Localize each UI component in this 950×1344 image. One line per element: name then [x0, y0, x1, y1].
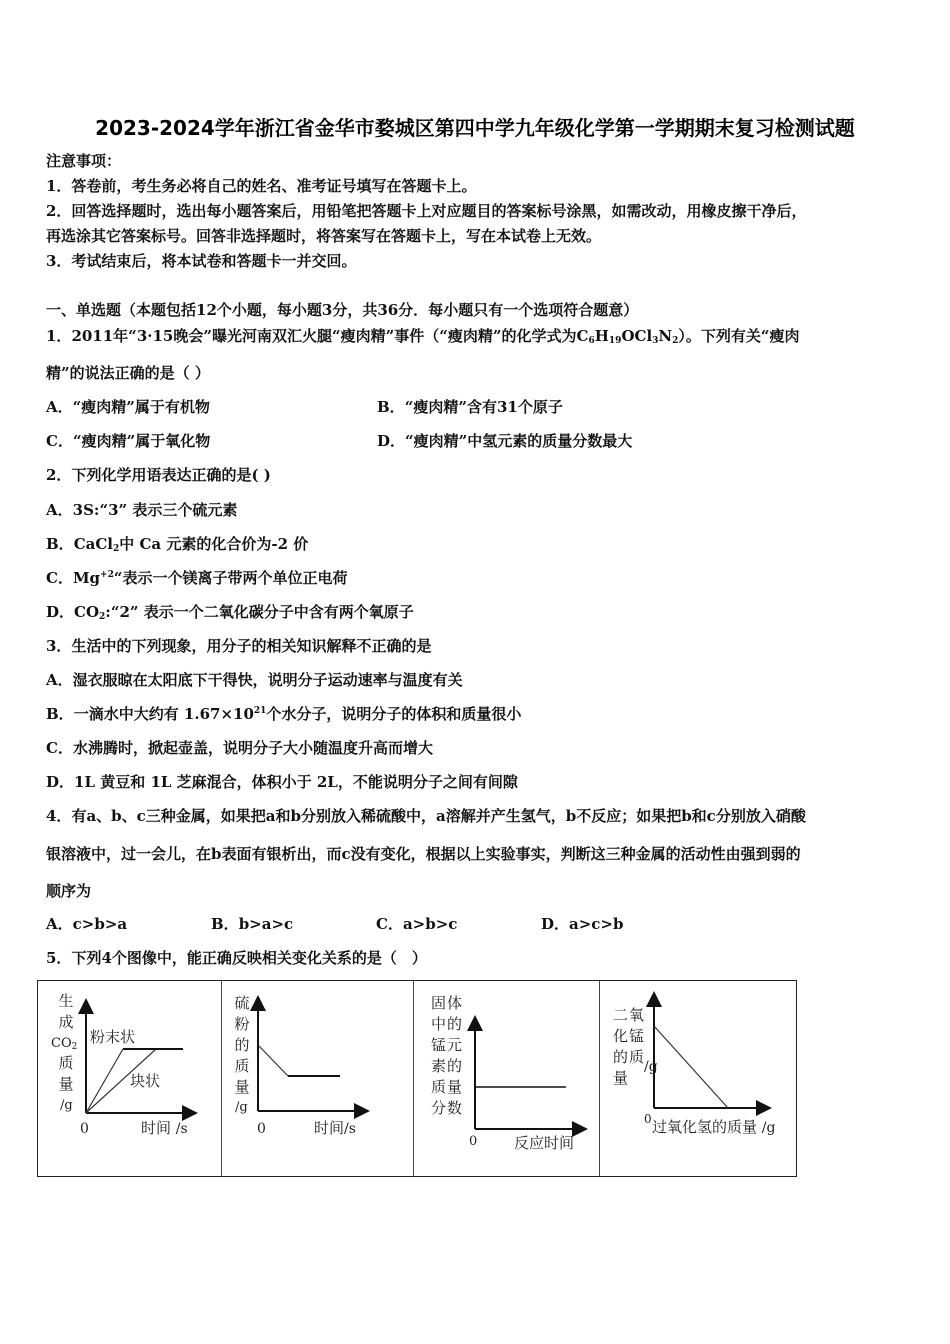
note-item: 1．答卷前，考生务必将自己的姓名、准考证号填写在答题卡上。: [46, 177, 477, 195]
figure-table: [37, 980, 797, 1177]
option-c[interactable]: C．$Mg^{+2}“$表示一个镁离子带两个单位正电荷: [46, 569, 348, 587]
y-axis-label-rest: 质量: [58, 1054, 74, 1093]
question-stem: 2．下列化学用语表达正确的是( ): [46, 466, 271, 484]
origin-label: 0: [469, 1134, 478, 1149]
figure-d: [600, 981, 797, 1176]
question-stem: 3．生活中的下列现象，用分子的相关知识解释不正确的是: [46, 637, 432, 655]
option-b[interactable]: B．一滴水中大约有 $1.67\times 10^{21}$个水分子，说明分子的体积和质量很小: [46, 705, 522, 723]
x-axis-label: 时间/s: [314, 1119, 356, 1137]
option-a[interactable]: A．湿衣服晾在太阳底下干得快，说明分子运动速率与温度有关: [46, 671, 463, 689]
stem-text: ）。下列有关“瘦肉: [678, 327, 800, 345]
origin-label: 0: [644, 1112, 652, 1126]
chemical-formula: $C_6H_{19}OCl_3N_2$: [576, 327, 679, 346]
option-d[interactable]: D．a>c>b: [541, 915, 624, 933]
option-c[interactable]: C．a>b>c: [376, 915, 458, 933]
question-number: 1．: [46, 327, 72, 345]
curve-label-block: 块状: [130, 1072, 161, 1090]
note-item: 3．考试结束后，将本试卷和答题卡一并交回。: [46, 252, 357, 270]
section-heading: 一、单选题（本题包括12个小题，每小题3分，共36分．每小题只有一个选项符合题意）: [46, 301, 639, 319]
option-b[interactable]: B．CaCl$_2$中 Ca 元素的化合价为-2 价: [46, 535, 309, 554]
figure-b: [222, 981, 414, 1176]
option-d[interactable]: D．“瘦肉精”中氢元素的质量分数最大: [377, 432, 633, 450]
y-axis-unit: /g: [644, 1059, 658, 1075]
question-stem-cont: 顺序为: [46, 882, 92, 900]
exam-title: 2023-2024学年浙江省金华市婺城区第四中学九年级化学第一学期期末复习检测试题: [95, 116, 855, 140]
y-axis-label: 生成: [58, 992, 74, 1031]
option-a[interactable]: A．“瘦肉精”属于有机物: [46, 398, 210, 416]
x-axis-label: 反应时间: [514, 1134, 575, 1152]
y-axis-unit: /g: [235, 1100, 248, 1115]
y-axis-label-co2: $CO_2$: [51, 1036, 78, 1052]
question-stem: 5．下列4个图像中，能正确反映相关变化关系的是（ ）: [46, 949, 427, 967]
option-b[interactable]: B．b>a>c: [211, 915, 294, 933]
y-axis-unit: /g: [60, 1098, 73, 1113]
origin-label: 0: [80, 1121, 89, 1137]
figure-c: [414, 981, 600, 1176]
note-item: 2．回答选择题时，选出每小题答案后，用铅笔把答题卡上对应题目的答案标号涂黑，如需改动，用橡皮擦干净后，: [46, 202, 807, 220]
option-b[interactable]: B．“瘦肉精”含有31个原子: [377, 398, 563, 416]
option-c[interactable]: C．“瘦肉精”属于氧化物: [46, 432, 211, 450]
figure-a: [38, 981, 222, 1176]
option-a[interactable]: A．3S:“3” 表示三个硫元素: [46, 501, 238, 519]
y-axis-label: 硫粉的质量: [234, 994, 250, 1096]
option-d[interactable]: D．1L 黄豆和 1L 芝麻混合，体积小于 2L，不能说明分子之间有间隙: [46, 773, 518, 791]
notes-heading: 注意事项：: [46, 152, 122, 170]
stem-text: 2011年“3·15晚会”曝光河南双汇火腿“瘦肉精”事件（“瘦肉精”的化学式为: [71, 327, 577, 345]
y-axis-label: 二氧化锰的质量: [613, 1006, 646, 1087]
question-stem-cont: 精”的说法正确的是（ ）: [46, 364, 210, 382]
option-c[interactable]: C．水沸腾时，掀起壶盖，说明分子大小随温度升高而增大: [46, 739, 433, 757]
x-axis-label: 时间 /s: [141, 1119, 188, 1137]
origin-label: 0: [257, 1121, 266, 1137]
figure-b-plot: [222, 981, 414, 1178]
question-stem: 4．有a、b、c三种金属，如果把a和b分别放入稀硫酸中，a溶解并产生氢气，b不反应；如果把b和c分别放入硝酸: [46, 807, 806, 825]
note-item: 再选涂其它答案标号。回答非选择题时，将答案写在答题卡上，写在本试卷上无效。: [46, 227, 602, 245]
option-a[interactable]: A．c>b>a: [46, 915, 128, 933]
y-axis-label: 固体中的锰元素的质量分数: [431, 994, 464, 1117]
curve-label-powder: 粉末状: [90, 1028, 136, 1046]
x-axis-label: 过氧化氢的质量 /g: [652, 1118, 776, 1136]
question-stem-cont: 银溶液中，过一会儿，在b表面有银析出，而c没有变化，根据以上实验事实，判断这三种金属的活动性由强到弱的: [46, 845, 801, 863]
question-stem: [46, 326, 800, 346]
option-d[interactable]: D．$CO_2:“2$” 表示一个二氧化碳分子中含有两个氧原子: [46, 603, 414, 622]
